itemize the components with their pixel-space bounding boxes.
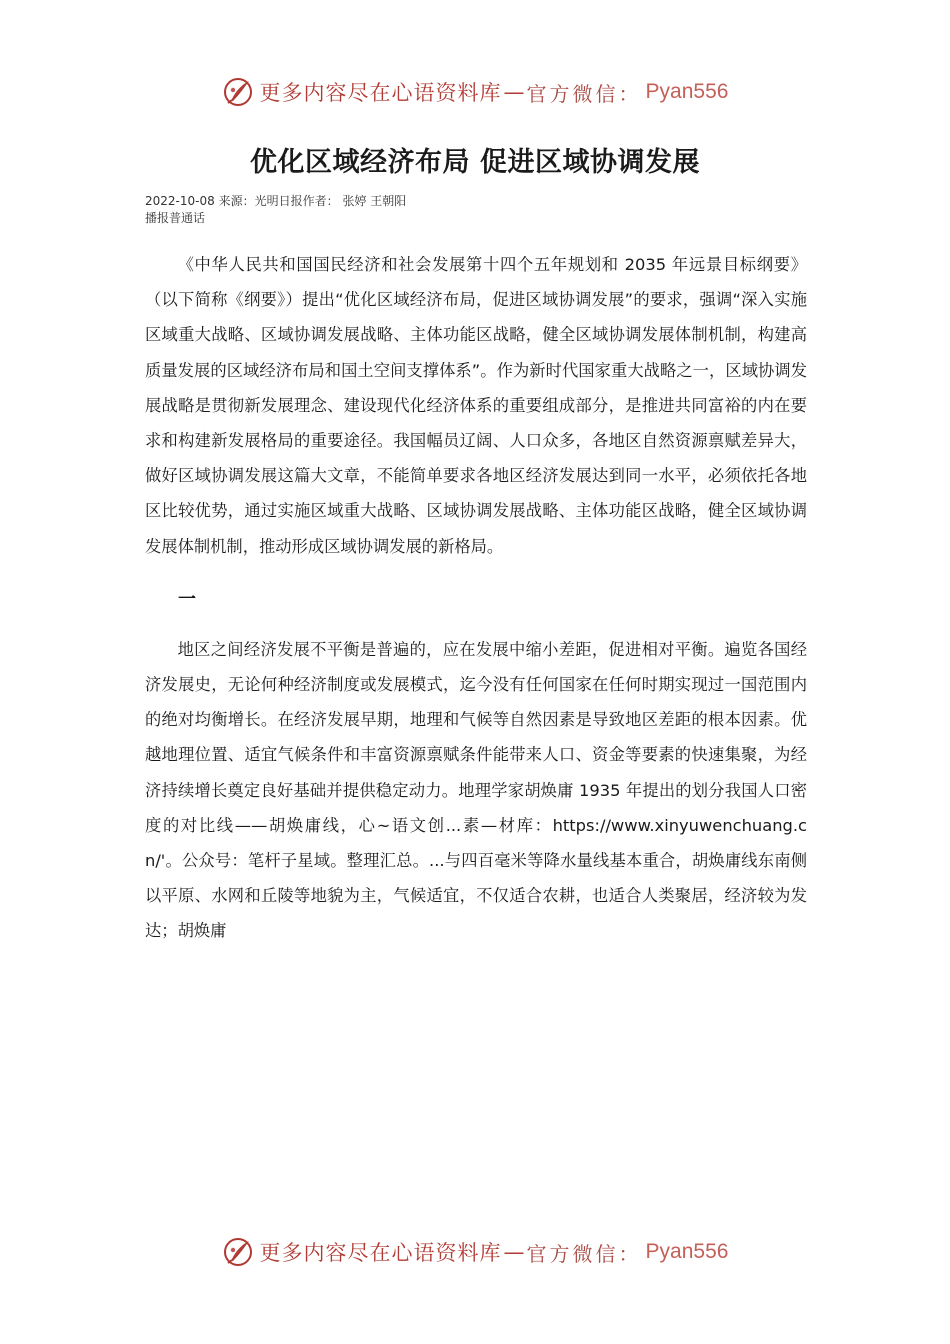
section-number: 一 (178, 588, 196, 610)
audio-play-label[interactable]: 播报普通话 (145, 211, 206, 225)
article-body (145, 247, 807, 949)
quill-pen-logo-icon (222, 76, 254, 108)
banner-wechat-label: 官方微信： (526, 1241, 642, 1266)
meta-source-label: 来源： (218, 194, 255, 208)
article-meta (145, 193, 406, 227)
banner-dash: — (503, 80, 525, 104)
banner-text: 更多内容尽在心语资料库 (259, 81, 502, 105)
banner-dash: — (503, 1240, 525, 1264)
paragraph-intro: 《中华人民共和国国民经济和社会发展第十四个五年规划和 2035 年远景目标纲要》（以下简称《纲要》）提出“优化区域经济布局，促进区域协调发展”的要求，强调“深入实施区域重大战略、区域协调发展战略、主体功能区战略，健全区域协调发展体制机制，构建高质量发展的区域经济布局和国土空间支撑体系”。作为新时代国家重大战略之一，区域协调发展战略是贯彻新发展理念、建设现代化经济体系的重要组成部分，是推进共同富裕的内在要求和构建新发展格局的重要途径。我国幅员辽阔、人口众多，各地区自然资源禀赋差异大，做好区域协调发展这篇大文章，不能简单要求各地区经济发展达到同一水平，必须依托各地区比较优势，通过实施区域重大战略、区域协调发展战略、主体功能区战略，健全区域协调发展体制机制，推动形成区域协调发展的新格局。 (145, 255, 807, 556)
banner-wechat-id: Pyan556 (645, 80, 729, 103)
paragraph-section-one: 地区之间经济发展不平衡是普遍的，应在发展中缩小差距，促进相对平衡。遍览各国经济发展史，无论何种经济制度或发展模式，迄今没有任何国家在任何时期实现过一国范围内的绝对均衡增长。在经济发展早期，地理和气候等自然因素是导致地区差距的根本因素。优越地理位置、适宜气候条件和丰富资源禀赋条件能带来人口、资金等要素的快速集聚，为经济持续增长奠定良好基础并提供稳定动力。地理学家胡焕庸 1935 年提出的划分我国人口密度的对比线——胡焕庸线，心~语文创...素—材库：https://www.xinyuwenchuang.cn/'。公众号：笔杆子星域。整理汇总。...与四百毫米等降水量线基本重合，胡焕庸线东南侧以平原、水网和丘陵等地貌为主，气候适宜，不仅适合农耕，也适合人类聚居，经济较为发达；胡焕庸 (145, 639, 807, 941)
banner-wechat-label: 官方微信： (526, 81, 642, 106)
meta-source: 光明日报 (254, 194, 303, 208)
quill-pen-logo-icon (222, 1236, 254, 1268)
header-banner (0, 72, 950, 112)
banner-text: 更多内容尽在心语资料库 (259, 1241, 502, 1265)
meta-line (145, 193, 406, 210)
article-title: 优化区域经济布局 促进区域协调发展 (250, 147, 700, 178)
meta-author-label: 作者： (302, 194, 339, 208)
banner-wechat-id: Pyan556 (645, 1240, 729, 1263)
meta-authors: 张婷 王朝阳 (342, 194, 407, 208)
footer-banner (0, 1232, 950, 1272)
meta-date: 2022-10-08 (145, 194, 215, 208)
